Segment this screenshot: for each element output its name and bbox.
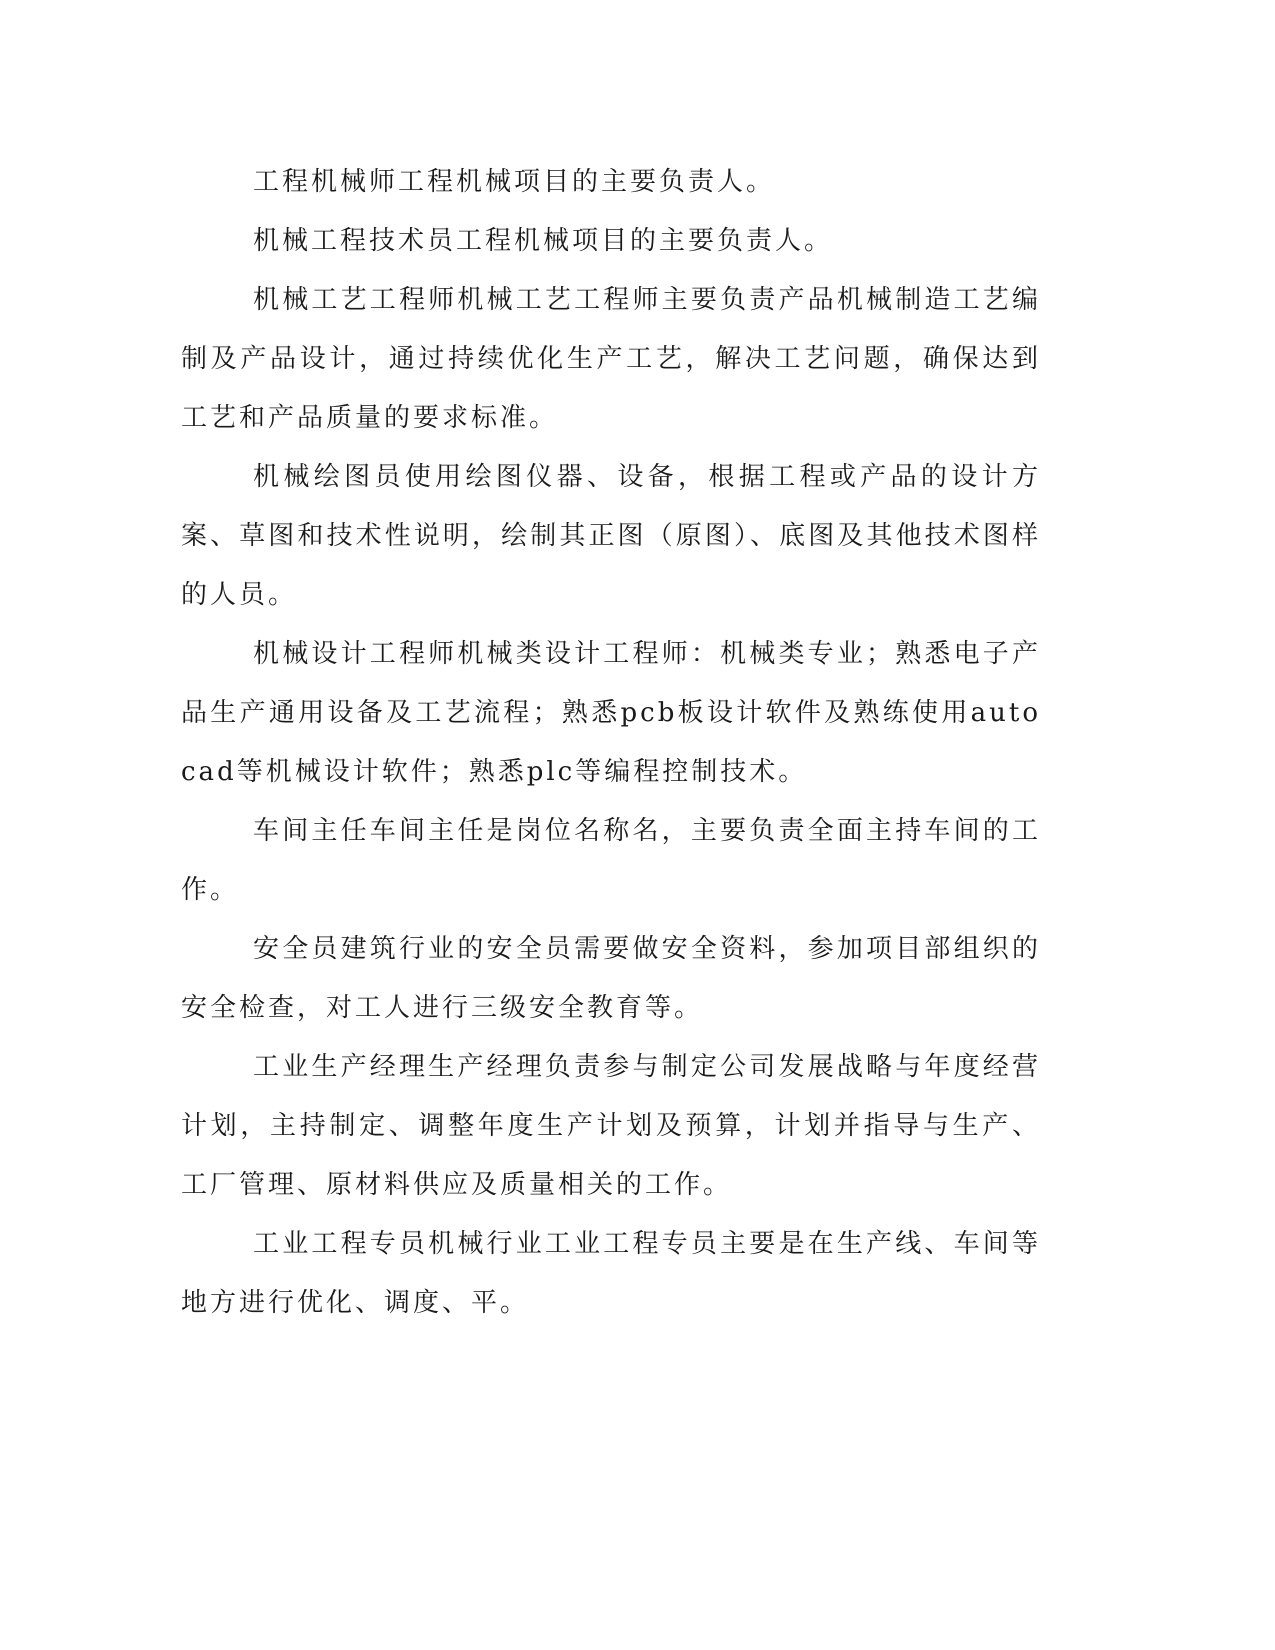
paragraph: 机械设计工程师机械类设计工程师：机械类专业；熟悉电子产品生产通用设备及工艺流程；熟悉pcb板设计软件及熟练使用autocad等机械设计软件；熟悉plc等编程控制技术。 [181, 639, 1041, 787]
paragraph: 机械工程技术员工程机械项目的主要负责人。 [253, 226, 834, 256]
document-body [181, 153, 1041, 1333]
paragraph: 工业工程专员机械行业工业工程专员主要是在生产线、车间等地方进行优化、调度、平。 [181, 1229, 1041, 1318]
paragraph: 工业生产经理生产经理负责参与制定公司发展战略与年度经营计划，主持制定、调整年度生产计划及预算，计划并指导与生产、工厂管理、原材料供应及质量相关的工作。 [181, 1052, 1041, 1200]
paragraph: 机械工艺工程师机械工艺工程师主要负责产品机械制造工艺编制及产品设计，通过持续优化生产工艺，解决工艺问题，确保达到工艺和产品质量的要求标准。 [181, 285, 1041, 433]
paragraph: 安全员建筑行业的安全员需要做安全资料，参加项目部组织的安全检查，对工人进行三级安全教育等。 [181, 934, 1041, 1023]
paragraph: 工程机械师工程机械项目的主要负责人。 [253, 167, 776, 197]
paragraph: 机械绘图员使用绘图仪器、设备，根据工程或产品的设计方案、草图和技术性说明，绘制其正图（原图）、底图及其他技术图样的人员。 [181, 462, 1041, 610]
paragraph: 车间主任车间主任是岗位名称名，主要负责全面主持车间的工作。 [181, 816, 1041, 905]
